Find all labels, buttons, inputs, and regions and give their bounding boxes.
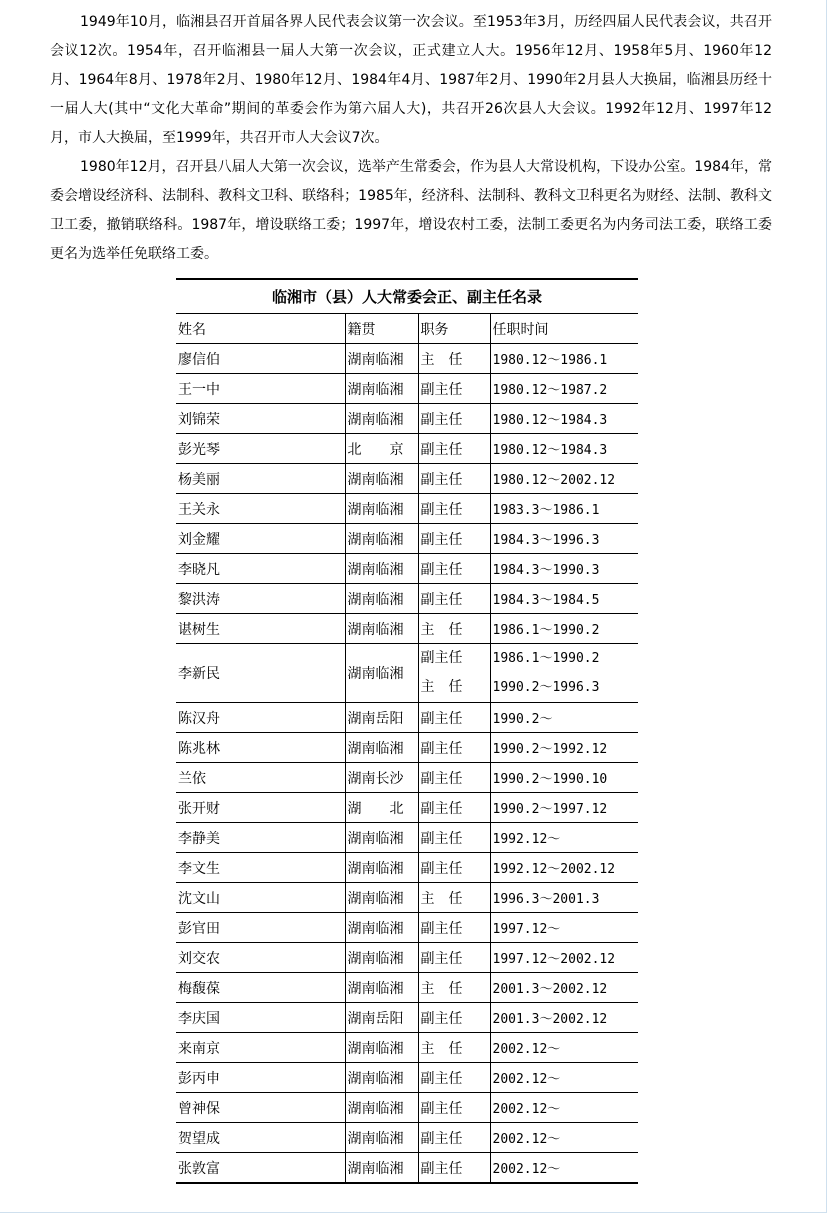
cell-term: 2002.12～ xyxy=(490,1153,638,1184)
table-row xyxy=(176,1153,638,1184)
cell-name: 谌树生 xyxy=(176,614,345,644)
cell-term: 2002.12～ xyxy=(490,1063,638,1093)
cell-position: 主 任 xyxy=(418,973,490,1003)
table-row xyxy=(176,524,638,554)
cell-term: 1980.12～1986.1 xyxy=(490,344,638,374)
cell-name: 张敦富 xyxy=(176,1153,345,1184)
header-origin: 籍贯 xyxy=(345,314,418,344)
table-row xyxy=(176,1093,638,1123)
cell-term: 1984.3～1984.5 xyxy=(490,584,638,614)
cell-term-entry: 1986.1～1990.2 xyxy=(492,651,600,666)
cell-position: 副主任 xyxy=(418,374,490,404)
cell-term: 1990.2～1990.10 xyxy=(490,763,638,793)
cell-name: 李庆国 xyxy=(176,1003,345,1033)
cell-origin: 湖南长沙 xyxy=(345,763,418,793)
cell-name: 梅馥葆 xyxy=(176,973,345,1003)
cell-position xyxy=(418,644,490,703)
cell-name: 张开财 xyxy=(176,793,345,823)
cell-term xyxy=(490,644,638,703)
cell-origin: 湖 北 xyxy=(345,793,418,823)
table-row xyxy=(176,344,638,374)
cell-origin: 湖南临湘 xyxy=(345,1123,418,1153)
table-row xyxy=(176,404,638,434)
table-row xyxy=(176,733,638,763)
cell-origin: 湖南临湘 xyxy=(345,1033,418,1063)
cell-position: 主 任 xyxy=(418,883,490,913)
cell-name: 杨美丽 xyxy=(176,464,345,494)
table-row xyxy=(176,793,638,823)
cell-name: 沈文山 xyxy=(176,883,345,913)
cell-origin: 湖南临湘 xyxy=(345,913,418,943)
table-row xyxy=(176,853,638,883)
cell-term: 1980.12～2002.12 xyxy=(490,464,638,494)
cell-term: 1980.12～1984.3 xyxy=(490,404,638,434)
cell-origin: 湖南临湘 xyxy=(345,823,418,853)
cell-origin: 湖南临湘 xyxy=(345,883,418,913)
cell-origin: 湖南临湘 xyxy=(345,374,418,404)
cell-name: 王一中 xyxy=(176,374,345,404)
cell-origin: 湖南临湘 xyxy=(345,614,418,644)
table-row xyxy=(176,494,638,524)
cell-term: 1984.3～1996.3 xyxy=(490,524,638,554)
cell-origin: 湖南临湘 xyxy=(345,584,418,614)
cell-origin: 湖南临湘 xyxy=(345,973,418,1003)
table-row xyxy=(176,823,638,853)
cell-position: 主 任 xyxy=(418,1033,490,1063)
cell-origin: 湖南临湘 xyxy=(345,733,418,763)
cell-origin: 湖南临湘 xyxy=(345,1153,418,1184)
table-title: 临湘市（县）人大常委会正、副主任名录 xyxy=(176,278,638,313)
cell-position: 副主任 xyxy=(418,733,490,763)
cell-origin: 湖南临湘 xyxy=(345,1063,418,1093)
cell-term: 1997.12～ xyxy=(490,913,638,943)
cell-name: 刘金耀 xyxy=(176,524,345,554)
cell-origin: 湖南临湘 xyxy=(345,524,418,554)
cell-name: 黎洪涛 xyxy=(176,584,345,614)
table-row xyxy=(176,644,638,703)
cell-name: 李晓凡 xyxy=(176,554,345,584)
cell-term: 2002.12～ xyxy=(490,1033,638,1063)
cell-position: 副主任 xyxy=(418,703,490,733)
table-row xyxy=(176,1033,638,1063)
cell-origin: 湖南临湘 xyxy=(345,1093,418,1123)
cell-position: 副主任 xyxy=(418,763,490,793)
cell-origin: 湖南临湘 xyxy=(345,494,418,524)
cell-name: 李静美 xyxy=(176,823,345,853)
cell-name: 彭丙申 xyxy=(176,1063,345,1093)
cell-origin: 湖南临湘 xyxy=(345,404,418,434)
table-row xyxy=(176,1123,638,1153)
table-row xyxy=(176,763,638,793)
cell-position: 副主任 xyxy=(418,494,490,524)
cell-term: 1990.2～1997.12 xyxy=(490,793,638,823)
cell-name: 陈兆林 xyxy=(176,733,345,763)
cell-name: 来南京 xyxy=(176,1033,345,1063)
table-row xyxy=(176,374,638,404)
cell-name: 贺望成 xyxy=(176,1123,345,1153)
cell-term: 2001.3～2002.12 xyxy=(490,1003,638,1033)
cell-name: 李新民 xyxy=(176,644,345,703)
cell-name: 李文生 xyxy=(176,853,345,883)
cell-position: 主 任 xyxy=(418,614,490,644)
table-row xyxy=(176,464,638,494)
table-row xyxy=(176,1003,638,1033)
cell-position: 副主任 xyxy=(418,913,490,943)
cell-position-entry: 副主任 xyxy=(420,650,463,666)
cell-term: 2002.12～ xyxy=(490,1093,638,1123)
cell-term: 1992.12～2002.12 xyxy=(490,853,638,883)
cell-position: 主 任 xyxy=(418,344,490,374)
table-row xyxy=(176,913,638,943)
cell-origin: 湖南岳阳 xyxy=(345,703,418,733)
cell-position: 副主任 xyxy=(418,464,490,494)
cell-name: 曾神保 xyxy=(176,1093,345,1123)
cell-term: 1980.12～1984.3 xyxy=(490,434,638,464)
cell-origin: 湖南岳阳 xyxy=(345,1003,418,1033)
cell-term: 1984.3～1990.3 xyxy=(490,554,638,584)
header-term: 任职时间 xyxy=(490,314,638,344)
cell-name: 王关永 xyxy=(176,494,345,524)
table-row xyxy=(176,614,638,644)
cell-name: 陈汉舟 xyxy=(176,703,345,733)
cell-term: 2001.3～2002.12 xyxy=(490,973,638,1003)
cell-position: 副主任 xyxy=(418,943,490,973)
cell-term: 1990.2～ xyxy=(490,703,638,733)
cell-name: 兰依 xyxy=(176,763,345,793)
cell-term: 1980.12～1987.2 xyxy=(490,374,638,404)
cell-name: 廖信伯 xyxy=(176,344,345,374)
cell-origin: 湖南临湘 xyxy=(345,853,418,883)
cell-position: 副主任 xyxy=(418,1123,490,1153)
table-row xyxy=(176,943,638,973)
cell-position: 副主任 xyxy=(418,1003,490,1033)
table-row xyxy=(176,584,638,614)
cell-term: 1990.2～1992.12 xyxy=(490,733,638,763)
cell-position: 副主任 xyxy=(418,404,490,434)
cell-position: 副主任 xyxy=(418,554,490,584)
table-row xyxy=(176,554,638,584)
cell-name: 彭官田 xyxy=(176,913,345,943)
table-header-row xyxy=(176,314,638,344)
header-name: 姓名 xyxy=(176,314,345,344)
cell-position-entry: 主 任 xyxy=(420,679,463,695)
cell-name: 彭光琴 xyxy=(176,434,345,464)
cell-position: 副主任 xyxy=(418,1093,490,1123)
cell-position: 副主任 xyxy=(418,584,490,614)
cell-term-entry: 1990.2～1996.3 xyxy=(492,680,600,695)
cell-term: 1996.3～2001.3 xyxy=(490,883,638,913)
cell-origin: 北 京 xyxy=(345,434,418,464)
header-position: 职务 xyxy=(418,314,490,344)
cell-term: 1997.12～2002.12 xyxy=(490,943,638,973)
cell-origin: 湖南临湘 xyxy=(345,943,418,973)
intro-paragraph-1: 1949年10月，临湘县召开首届各界人民代表会议第一次会议。至1953年3月，历经四届人民代表会议，共召开会议12次。1954年，召开临湘县一届人大第一次会议，正式建立人大。1956年12月、1958年5月、1960年12月、1964年8月、1978年2月、1980年12月、1984年4月、1987年2月、1990年2月县人大换届，临湘县历经十一届人大(其中“文化大革命”期间的革委会作为第六届人大)，共召开26次县人大会议。1992年12月、1997年12月，市人大换届，至1999年，共召开市人大会议7次。 xyxy=(50,14,772,146)
cell-term: 2002.12～ xyxy=(490,1123,638,1153)
cell-term: 1986.1～1990.2 xyxy=(490,614,638,644)
cell-term: 1992.12～ xyxy=(490,823,638,853)
roster-table-wrap xyxy=(176,278,638,1184)
cell-position: 副主任 xyxy=(418,823,490,853)
table-row xyxy=(176,973,638,1003)
intro-paragraph-2: 1980年12月，召开县八届人大第一次会议，选举产生常委会，作为县人大常设机构，下设办公室。1984年，常委会增设经济科、法制科、教科文卫科、联络科；1985年，经济科、法制科、教科文卫科更名为财经、法制、教科文卫工委，撤销联络科。1987年，增设联络工委；1997年，增设农村工委，法制工委更名为内务司法工委，联络工委更名为选举任免联络工委。 xyxy=(50,159,772,262)
cell-position: 副主任 xyxy=(418,434,490,464)
table-row xyxy=(176,1063,638,1093)
cell-position: 副主任 xyxy=(418,793,490,823)
table-row xyxy=(176,703,638,733)
table-row xyxy=(176,434,638,464)
cell-position: 副主任 xyxy=(418,1153,490,1184)
cell-position: 副主任 xyxy=(418,524,490,554)
cell-name: 刘锦荣 xyxy=(176,404,345,434)
cell-origin: 湖南临湘 xyxy=(345,344,418,374)
cell-position: 副主任 xyxy=(418,1063,490,1093)
table-row xyxy=(176,883,638,913)
cell-position: 副主任 xyxy=(418,853,490,883)
intro-text xyxy=(50,8,772,269)
cell-origin: 湖南临湘 xyxy=(345,554,418,584)
cell-term: 1983.3～1986.1 xyxy=(490,494,638,524)
cell-name: 刘交农 xyxy=(176,943,345,973)
roster-table xyxy=(176,313,638,1184)
cell-origin: 湖南临湘 xyxy=(345,644,418,703)
cell-origin: 湖南临湘 xyxy=(345,464,418,494)
